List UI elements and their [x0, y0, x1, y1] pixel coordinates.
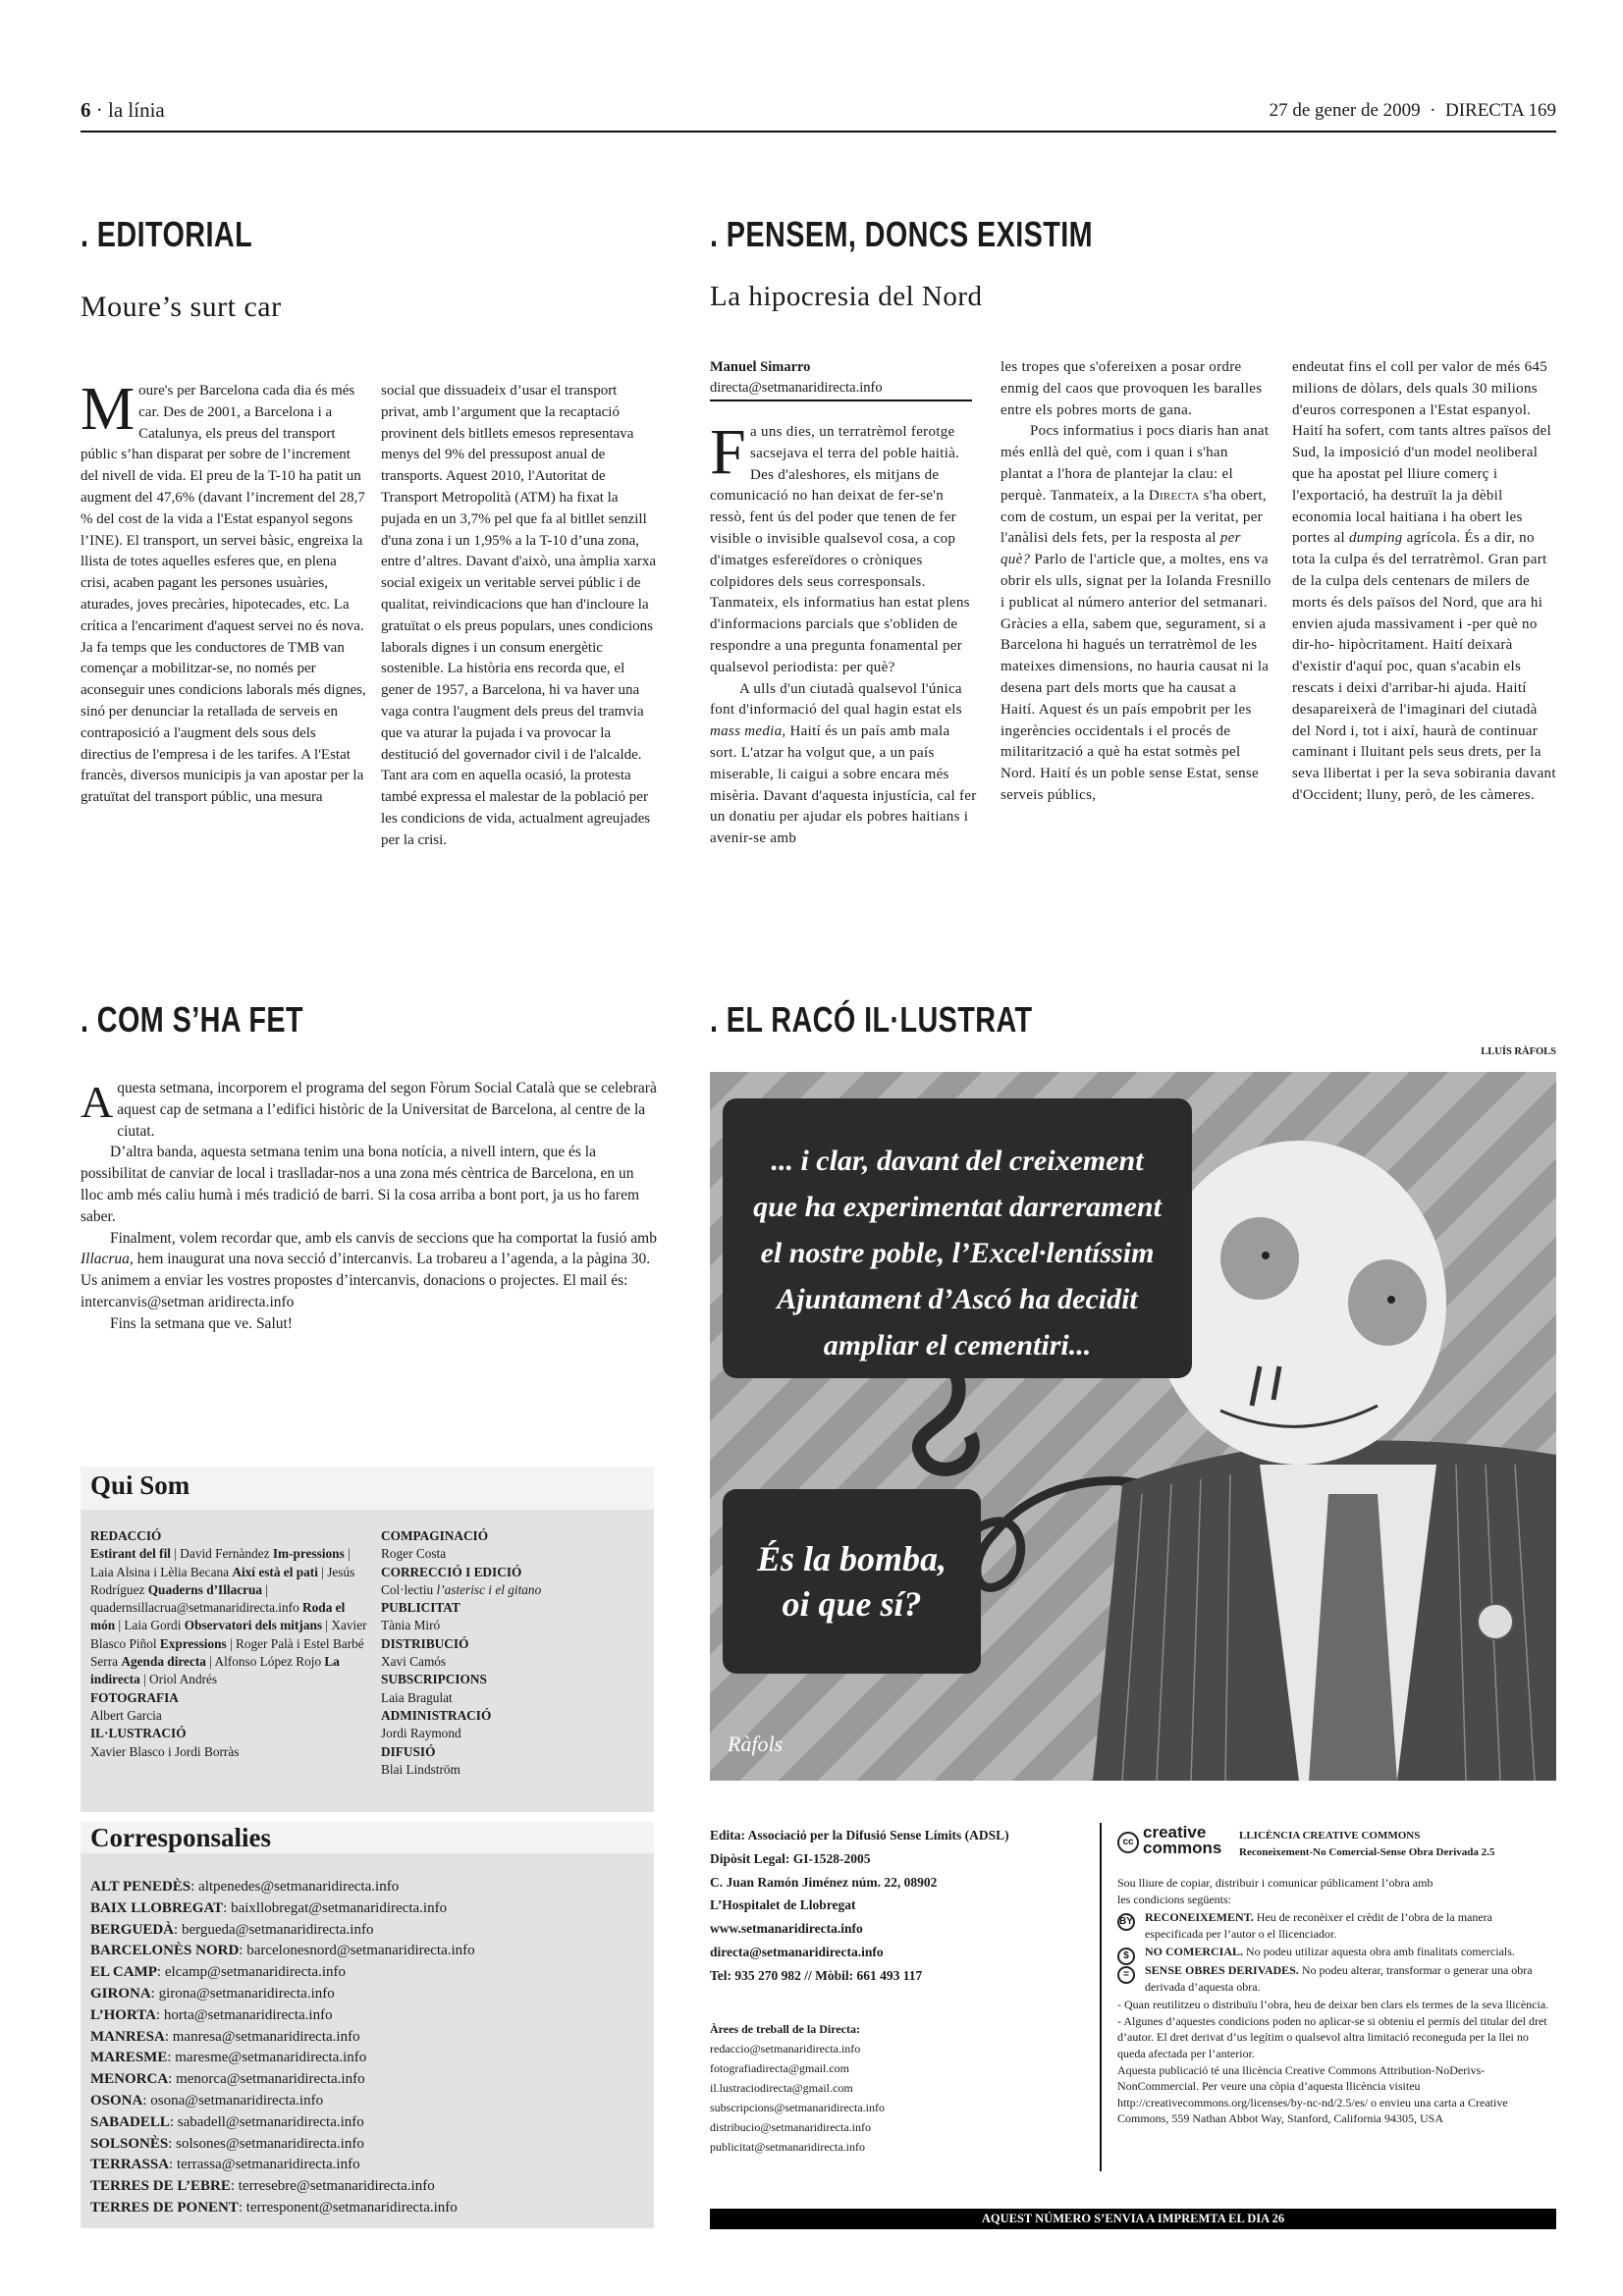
- correspondent-email[interactable]: horta@setmanaridirecta.info: [163, 2006, 333, 2023]
- correspondent-item: [90, 1898, 475, 1920]
- correspondent-item: [90, 1877, 475, 1898]
- speech-tail-1: [919, 1371, 973, 1469]
- colon: :: [238, 2199, 246, 2216]
- correspondent-region: ALT PENEDÈS: [90, 1879, 191, 1895]
- work-areas-title: Àrees de treball de la Directa:: [710, 2022, 860, 2036]
- text-segment: | Laia Alsina i Lèlia Becana: [90, 1546, 351, 1579]
- correspondent-region: L’HORTA: [90, 2006, 156, 2023]
- publisher-info: [710, 1824, 1009, 1988]
- header-rule: [81, 131, 1556, 133]
- license-condition: [1117, 1962, 1549, 1995]
- text-segment: D’altra banda, aquesta setmana tenim una bona notícia, a nivell intern, que és la possibilitat de canviar de local i traslladar-nos a una zona més cèntrica de Barcelona, en un lloc amb més caliu humà i més tradició de barri. Si la cosa arriba a bont port, ja us ho farem saber.: [81, 1144, 640, 1225]
- comshafet-heading: . COM S’HA FET: [81, 999, 303, 1040]
- correspondent-email[interactable]: osona@setmanaridirecta.info: [150, 2092, 324, 2109]
- issue-date: 27 de gener de 2009: [1269, 100, 1421, 121]
- colon: :: [168, 2071, 177, 2088]
- correspondent-email[interactable]: terresebre@setmanaridirecta.info: [238, 2178, 435, 2195]
- staff-names: [381, 1761, 646, 1779]
- staff-names: [381, 1689, 646, 1707]
- condition-label: RECONEIXEMENT.: [1145, 1910, 1254, 1925]
- text-segment: Xavi Camós: [381, 1654, 447, 1670]
- text-segment: a uns dies, un terratrèmol ferotge sacsejava el terra del poble haitià. Des d'aleshores, els mitjans de comunicació no han deixat de fer-se'n ressò, fent ús del poder que tenen de fer visible o invisible qualsevol cosa, a cop d'imatges esfereïdores o cròniques colpidores dels seus corresponsals. Tanmateix, els informatius han estat plens d'informacions parcials que s'obliden de respondre a una pregunta fonamental per qualsevol periodista: per què?: [710, 424, 970, 675]
- work-area-email[interactable]: subscripcions@setmanaridirecta.info: [710, 2101, 885, 2114]
- publisher-line: Tel: 935 270 982 // Mòbil: 661 493 117: [710, 1967, 923, 1983]
- correspondent-email[interactable]: elcamp@setmanaridirecta.info: [164, 1964, 346, 1981]
- text-segment: Expressions: [159, 1635, 227, 1651]
- correspondent-item: [90, 1920, 475, 1942]
- text-segment: les tropes que s'ofereixen a posar ordre enmig del caos que provoquen les baralles entre els pobres morts de gana.: [1001, 359, 1263, 418]
- text-segment: Observatori dels mitjans: [184, 1618, 323, 1633]
- text-segment: agrícola. És a dir, no tota la culpa és del terratrèmol. Gran part de la culpa dels centenars de milers de morts és dels països del Nord, que ara hi envien ajuda massivament i -per què no dir-ho- hipòcritament. Haití deixarà d'existir d'aquí poc, quan s'acabin els rescats i deixi d'arribar-hi ajuda. Haití desapareixerà de l'imaginari del ciutadà del Nord i, tot i així, haurà de continuar caminant i lluitant pels seus drets, per la seva llibertat i per la seva sobirania davant d'Occident; lluny, però, de les càmeres.: [1292, 530, 1556, 803]
- staff-names: [381, 1725, 646, 1742]
- condition-text: No podeu utilizar aquesta obra amb finalitats comercials.: [1243, 1945, 1515, 1959]
- author-email[interactable]: directa@setmanaridirecta.info: [710, 380, 883, 396]
- editorial-column-1: [81, 376, 368, 809]
- paragraph: [381, 381, 658, 852]
- correspondent-email[interactable]: terresponent@setmanaridirecta.info: [245, 2199, 458, 2216]
- correspondent-item: [90, 2048, 475, 2069]
- work-area-email[interactable]: redaccio@setmanaridirecta.info: [710, 2042, 861, 2056]
- license-condition: [1117, 1909, 1549, 1942]
- condition-label: NO COMERCIAL.: [1145, 1945, 1244, 1959]
- publisher-line: Dipòsit Legal: GI-1528-2005: [710, 1850, 871, 1866]
- correspondent-item: [90, 2155, 475, 2176]
- by-icon: BY: [1117, 1913, 1135, 1931]
- text-segment: Col·lectiu: [381, 1581, 437, 1597]
- artist-signature: Ràfols: [728, 1732, 784, 1756]
- colon: :: [168, 2135, 177, 2152]
- colon: :: [142, 2092, 151, 2109]
- license-note: - Quan reutilitzeu o distribuïu l’obra, heu de deixar ben clars els termes de la seva llicència.: [1117, 1998, 1549, 2012]
- publisher-line: Edita: Associació per la Difusió Sense Límits (ADSL): [710, 1828, 1009, 1842]
- paragraph: [81, 1228, 660, 1313]
- pensem-title: La hipocresia del Nord: [710, 281, 983, 312]
- byline: [710, 357, 883, 399]
- issue-info: [1270, 100, 1556, 122]
- pensem-heading: . PENSEM, DONCS EXISTIM: [710, 214, 1094, 254]
- text-segment: , Haití és un país amb mala sort. L'atzar ha volgut que, a un país miserable, li caigui a sobre encara més misèria. Davant d'aquesta injustícia, cal fer un donatiu per ajudar els pobres haitians i avenir-se amb: [710, 723, 977, 847]
- work-area-email[interactable]: publicitat@setmanaridirecta.info: [710, 2140, 865, 2154]
- byline-rule: [710, 400, 972, 401]
- paragraph: [81, 1142, 660, 1227]
- text-segment: social que dissuadeix d’usar el transport privat, amb l’argument que la recaptació provinent dels bitllets emesos representava menys del 9% del pressupost anual de transports. Aquest 2010, l'Autoritat de Transport Metropolità (ATM) ha fixat la pujada en un 3,7% pel que fa al bitllet senzill d'una zona i un 1,95% a la T-10 d’una zona, entre d’altres. Davant d'això, una àmplia xarxa social exigeix un veritable servei públic i de qualitat, reivindicacions que han d'incloure la gratuïtat o els preus populars, unes condicions laborals dignes i un consum energètic sostenible. La història ens recorda que, el gener de 1957, a Barcelona, hi va haver una vaga contra l'augment dels preus del tramvia que va aturar la pujada i va provocar la destitució del governador civil i de l'alcalde. Tant ara com en aquella ocasió, la protesta també expressa el malestar de la població per les condicions de vida, actualment agreujades per la crisi.: [381, 383, 657, 848]
- publisher-line: directa@setmanaridirecta.info: [710, 1944, 884, 1959]
- work-area-email[interactable]: fotografiadirecta@gmail.com: [710, 2061, 849, 2075]
- correspondent-email[interactable]: menorca@setmanaridirecta.info: [176, 2071, 365, 2088]
- text-segment: Xavier Blasco i Jordi Borràs: [90, 1743, 240, 1759]
- text-segment: | quadernsillacrua@setmanaridirecta.info: [90, 1581, 303, 1616]
- text-segment: Fins la setmana que ve. Salut!: [110, 1314, 293, 1332]
- text-segment: Quaderns d’Illacrua: [147, 1581, 263, 1597]
- text-segment: Illacrua: [81, 1251, 130, 1268]
- logo-text-bottom: commons: [1143, 1839, 1222, 1857]
- text-segment: La indirecta: [90, 1654, 340, 1687]
- license-intro: Sou lliure de copiar, distribuir i comunicar públicament l’obra amb les condicions següents:: [1117, 1876, 1434, 1906]
- correspondent-email[interactable]: altpenedes@setmanaridirecta.info: [198, 1879, 400, 1895]
- raco-heading: . EL RACÓ IL·LUSTRAT: [710, 999, 1033, 1040]
- colon: :: [164, 2028, 173, 2045]
- correspondent-region: OSONA: [90, 2092, 143, 2109]
- colon: :: [174, 1921, 182, 1938]
- text-segment: Pocs informatius i pocs diaris han anat més enllà del què, com i quan i s'han plantat a l'hora de plantejar la clau: el perquè. Tanmateix, a la: [1001, 423, 1270, 504]
- staff-names: [381, 1653, 646, 1671]
- correspondent-item: [90, 2005, 475, 2027]
- correspondent-item: [90, 2176, 475, 2198]
- text-segment: oure's per Barcelona cada dia és més car. Des de 2001, a Barcelona i a Catalunya, els preus del transport públic s’han disparat per sobre de l’increment del nivell de vida. El preu de la T-10 ha patit un augment del 47,6% (davant l’increment del 28,7 % del cost de la vida a l'Estat espanyol segons l’INE). El transport, un servei bàsic, engreixa la llista de totes aquelles esferes que, en plena crisi, acaben pagant les persones usuàries, aturades, joves precàries, hipotecades, etc. La crítica a l'encariment d'aquest servei no és nova. Ja fa temps que les conductores de TMB van començar a mobilitzar-se, no només per aconseguir unes condicions laborals més dignes, sinó per denunciar la retallada de serveis en contraposició a l'augment dels sous dels directius de l'empresa i de les tarifes. A l'Estat francès, diversos municipis ja van apostar per la gratuïtat del transport públic, una mesura: [81, 383, 366, 806]
- paragraph: [710, 679, 977, 850]
- text-segment: Roger Costa: [381, 1546, 447, 1562]
- correspondent-region: EL CAMP: [90, 1964, 157, 1981]
- qui-som-box: [81, 1467, 654, 1812]
- correspondent-region: SOLSONÈS: [90, 2135, 169, 2152]
- license-title: LLICÈNCIA CREATIVE COMMONS: [1239, 1830, 1421, 1842]
- correspondent-region: TERRES DE L’EBRE: [90, 2178, 231, 2195]
- correspondent-email[interactable]: solsones@setmanaridirecta.info: [176, 2135, 364, 2152]
- colon: :: [223, 1899, 232, 1916]
- pensem-column-2: [1001, 357, 1271, 807]
- text-segment: Albert Garcia: [90, 1707, 162, 1723]
- text-segment: Laia Bragulat: [381, 1689, 453, 1705]
- section-name: · la línia: [95, 98, 165, 122]
- text-segment: Finalment, volem recordar que, amb els canvis de seccions que ha comportat la fusió amb: [110, 1229, 657, 1247]
- condition-label: SENSE OBRES DERIVADES.: [1145, 1962, 1299, 1977]
- staff-role-heading: IL·LUSTRACIÓ: [90, 1726, 187, 1741]
- text-segment: Agenda directa: [121, 1654, 206, 1670]
- text-segment: Im-pressions: [272, 1546, 345, 1562]
- no-derivatives-icon: =: [1117, 1966, 1135, 1984]
- corresponsalies-box: [81, 1822, 654, 2228]
- speech-bubble-1: ... i clar, davant del creixement que ha experimentat darrerament el nostre poble, l’Excel·lentíssim Ajuntament d’Ascó ha decidit ampliar el cementiri...: [723, 1098, 1192, 1378]
- staff-names: [381, 1581, 646, 1599]
- paragraph: [1001, 357, 1271, 421]
- creative-commons-logo: [1117, 1823, 1225, 1859]
- correspondent-region: BAIX LLOBREGAT: [90, 1899, 224, 1916]
- correspondent-region: MARESME: [90, 2050, 168, 2066]
- correspondent-email[interactable]: sabadell@setmanaridirecta.info: [177, 2113, 364, 2130]
- text-segment: | Xavier Blasco Piñol: [90, 1618, 367, 1651]
- correspondent-item: [90, 2069, 475, 2091]
- correspondent-email[interactable]: maresme@setmanaridirecta.info: [175, 2050, 367, 2066]
- text-segment: | Roger Palà i Estel Barbé Serra: [90, 1635, 364, 1670]
- correspondent-item: [90, 2091, 475, 2112]
- text-segment: | David Fernàndez: [171, 1546, 273, 1562]
- correspondent-item: [90, 2027, 475, 2049]
- paragraph: [1001, 421, 1271, 806]
- staff-role-heading: REDACCIÓ: [90, 1528, 162, 1543]
- license-heading: [1239, 1828, 1494, 1861]
- cc-icon: cc: [1117, 1832, 1139, 1853]
- text-segment: s'ha obert, com de costum, un espai per la veritat, per l'anàlisi dels fets, per la resposta al: [1001, 487, 1267, 547]
- text-segment: | Alfonso López Rojo: [205, 1654, 325, 1670]
- lapel-pin: [1478, 1604, 1513, 1639]
- text-segment: Estirant del fil: [90, 1546, 171, 1562]
- colon: :: [167, 2050, 176, 2066]
- correspondent-list: [90, 1877, 475, 2219]
- text-segment: endeutat fins el coll per valor de més 645 milions de dòlars, dels quals 30 milions d'euros corresponen a l'Estat espanyol. Haití ha sofert, com tants altres països del Sud, la imposició d'un model neoliberal que ha apostat pel lliure comerç i l'exportació, ha destruït la ja dèbil economia local haitiana i ha obert les portes al: [1292, 359, 1551, 547]
- text-segment: , hem inaugurat una nova secció d’intercanvis. La trobareu a l’agenda, a la pàgina 30. Us animem a enviar les vostres propostes d’intercanvis, donacions o projectes. El mail és: intercanvis@setman aridirecta.info: [81, 1251, 651, 1310]
- staff-role-heading: ADMINISTRACIÓ: [381, 1707, 492, 1723]
- staff-names: [381, 1617, 646, 1634]
- license-note: - Algunes d’aquestes condicions poden no aplicar-se si obteniu el permís del titular del dret d’autor. El dret derivat d’us legítim o qualsevol altra limitació reconeguda per la llei no queda afectada per l’anterior.: [1117, 2013, 1547, 2060]
- speech-bubble-2: És la bomba, oi que sí?: [723, 1489, 981, 1674]
- staff-role-heading: DISTRIBUCIÓ: [381, 1635, 469, 1651]
- colon: :: [156, 2006, 164, 2023]
- issue-number: DIRECTA 169: [1444, 100, 1556, 121]
- correspondent-item: [90, 1941, 475, 1962]
- paragraph: [81, 1313, 660, 1335]
- drop-cap: M: [81, 376, 135, 443]
- correspondent-region: MENORCA: [90, 2071, 169, 2088]
- colon: :: [156, 1964, 165, 1981]
- text-segment: l’asterisc i el gitano: [436, 1581, 542, 1597]
- staff-role-heading: CORRECCIÓ I EDICIÓ: [381, 1564, 522, 1579]
- drop-cap: A: [81, 1077, 114, 1127]
- qui-som-title: Qui Som: [81, 1467, 654, 1510]
- staff-names: [90, 1545, 370, 1688]
- publisher-line: C. Juan Ramón Jiménez núm. 22, 08902: [710, 1874, 938, 1890]
- correspondent-email[interactable]: manresa@setmanaridirecta.info: [172, 2028, 360, 2045]
- paragraph: [81, 376, 368, 809]
- text-segment: questa setmana, incorporem el programa del segon Fòrum Social Català que se celebrarà aquest cap de setmana a l’edifici històric de la Universitat de Barcelona, al centre de la ciutat.: [117, 1080, 657, 1140]
- license-subtitle: Reconeixement-No Comercial-Sense Obra Derivada 2.5: [1239, 1846, 1495, 1858]
- correspondent-region: TERRES DE PONENT: [90, 2199, 239, 2216]
- publisher-line: www.setmanaridirecta.info: [710, 1921, 863, 1937]
- corresponsalies-title: Corresponsalies: [81, 1822, 654, 1853]
- staff-names: [90, 1707, 370, 1725]
- text-segment: Directa: [1148, 487, 1200, 504]
- illustration-credit: LLUÍS RÀFOLS: [1481, 1046, 1556, 1057]
- correspondent-region: MANRESA: [90, 2028, 165, 2045]
- correspondent-region: SABADELL: [90, 2113, 170, 2130]
- drop-cap: F: [710, 416, 747, 488]
- text-segment: Així està el pati: [232, 1564, 318, 1579]
- text-segment: Roda el món: [90, 1600, 346, 1633]
- condition-text: No podeu alterar, transformar o generar una obra derivada d’aquesta obra.: [1145, 1962, 1533, 1994]
- column-divider: [1100, 1823, 1102, 2171]
- text-segment: Parlo de l'article que, a moltes, ens va obrir els ulls, signat per la Iolanda Fresnillo i publicat al número anterior del setmanari. Gràcies a ella, sabem que, segurament, si a Barcelona hi hagués un terratrèmol de les mateixes dimensions, no hauria causat ni la desena part dels morts que ha causat a Haití. Aquest és un país empobrit per les ingerències occidentals i el procés de militarització a què ha estat sotmès pel Nord. Haití és un poble sense Estat, sense serveis públics,: [1001, 552, 1271, 803]
- colon: :: [239, 1943, 247, 1959]
- pensem-column-3: [1292, 357, 1559, 807]
- pensem-column-1: [710, 416, 977, 850]
- editorial-column-2: [381, 381, 658, 852]
- staff-names: [381, 1545, 646, 1563]
- correspondent-region: TERRASSA: [90, 2157, 170, 2173]
- work-area-email[interactable]: distribucio@setmanaridirecta.info: [710, 2120, 871, 2134]
- page-number: 6: [81, 98, 91, 122]
- text-segment: per què?: [1001, 530, 1241, 568]
- work-areas: [710, 2019, 885, 2157]
- non-commercial-icon: $: [1117, 1948, 1135, 1965]
- text-segment: | Laia Gordi: [115, 1618, 185, 1633]
- editorial-heading: . EDITORIAL: [81, 214, 253, 254]
- colon: :: [169, 2113, 178, 2130]
- text-segment: dumping: [1348, 530, 1403, 547]
- text-segment: mass media: [710, 723, 783, 740]
- staff-role-heading: FOTOGRAFIA: [90, 1689, 179, 1705]
- logo-text-top: creative: [1143, 1823, 1207, 1842]
- staff-list-left: [90, 1527, 370, 1761]
- separator: ·: [1430, 100, 1436, 121]
- staff-role-heading: DIFUSIÓ: [381, 1743, 436, 1759]
- paragraph: [710, 416, 977, 679]
- publisher-line: L’Hospitalet de Llobregat: [710, 1897, 856, 1913]
- text-segment: A ulls d'un ciutadà qualsevol l'única font d'informació del qual hagin estat els: [710, 680, 962, 719]
- license-body: [1117, 1875, 1549, 2127]
- colon: :: [190, 1879, 199, 1895]
- editorial-title: Moure’s surt car: [81, 291, 282, 323]
- condition-text: Heu de reconèixer el crèdit de l’obra de la manera especificada per l’autor o el llicenciador.: [1145, 1910, 1492, 1941]
- print-date-banner: AQUEST NÚMERO S’ENVIA A IMPREMTA EL DIA 26: [710, 2209, 1556, 2229]
- paragraph: [81, 1078, 660, 1142]
- skull-eye-left: [1220, 1217, 1299, 1300]
- author-name: Manuel Simarro: [710, 359, 811, 375]
- correspondent-email[interactable]: terrassa@setmanaridirecta.info: [176, 2157, 360, 2173]
- correspondent-item: [90, 1984, 475, 2005]
- correspondent-email[interactable]: girona@setmanaridirecta.info: [158, 1985, 335, 2002]
- staff-role-heading: COMPAGINACIÓ: [381, 1528, 489, 1543]
- correspondent-region: BARCELONÈS NORD: [90, 1943, 240, 1959]
- colon: :: [169, 2157, 177, 2173]
- staff-list-right: [381, 1527, 646, 1779]
- correspondent-item: [90, 2112, 475, 2134]
- comshafet-body: [81, 1078, 660, 1335]
- page-section-label: [81, 98, 165, 123]
- correspondent-email[interactable]: baixllobregat@setmanaridirecta.info: [231, 1899, 448, 1916]
- staff-role-heading: PUBLICITAT: [381, 1600, 460, 1616]
- license-condition: [1117, 1944, 1549, 1960]
- text-segment: | Oriol Andrés: [139, 1672, 218, 1687]
- correspondent-item: [90, 1962, 475, 1984]
- correspondent-region: BERGUEDÀ: [90, 1921, 175, 1938]
- colon: :: [230, 2178, 239, 2195]
- text-segment: Blai Lindström: [381, 1761, 460, 1777]
- staff-role-heading: SUBSCRIPCIONS: [381, 1672, 487, 1687]
- skull-eye-right: [1348, 1259, 1427, 1346]
- license-note: Aquesta publicació té una llicència Creative Commons Attribution-NoDerivs- NonCommercial. Per veure una còpia d’aquesta llicència visiteu http://creativecommons.org/licenses/by-nc-nd/2.5/es/ o envieu una carta a Creative Commons, 559 Nathan Abbot Way, Stanford, California 94305, USA: [1117, 2062, 1508, 2126]
- correspondent-item: [90, 2198, 475, 2219]
- cartoon-illustration: [710, 1072, 1556, 1781]
- colon: :: [150, 1985, 159, 2002]
- text-segment: | Jesús Rodríguez: [90, 1564, 355, 1597]
- correspondent-email[interactable]: barcelonesnord@setmanaridirecta.info: [246, 1943, 475, 1959]
- staff-names: [90, 1743, 370, 1761]
- work-area-email[interactable]: il.lustraciodirecta@gmail.com: [710, 2081, 853, 2095]
- paragraph: [1292, 357, 1559, 807]
- correspondent-item: [90, 2134, 475, 2156]
- text-segment: Jordi Raymond: [381, 1726, 461, 1741]
- text-segment: Tània Miró: [381, 1618, 441, 1633]
- correspondent-region: GIRONA: [90, 1985, 151, 2002]
- correspondent-email[interactable]: bergueda@setmanaridirecta.info: [181, 1921, 374, 1938]
